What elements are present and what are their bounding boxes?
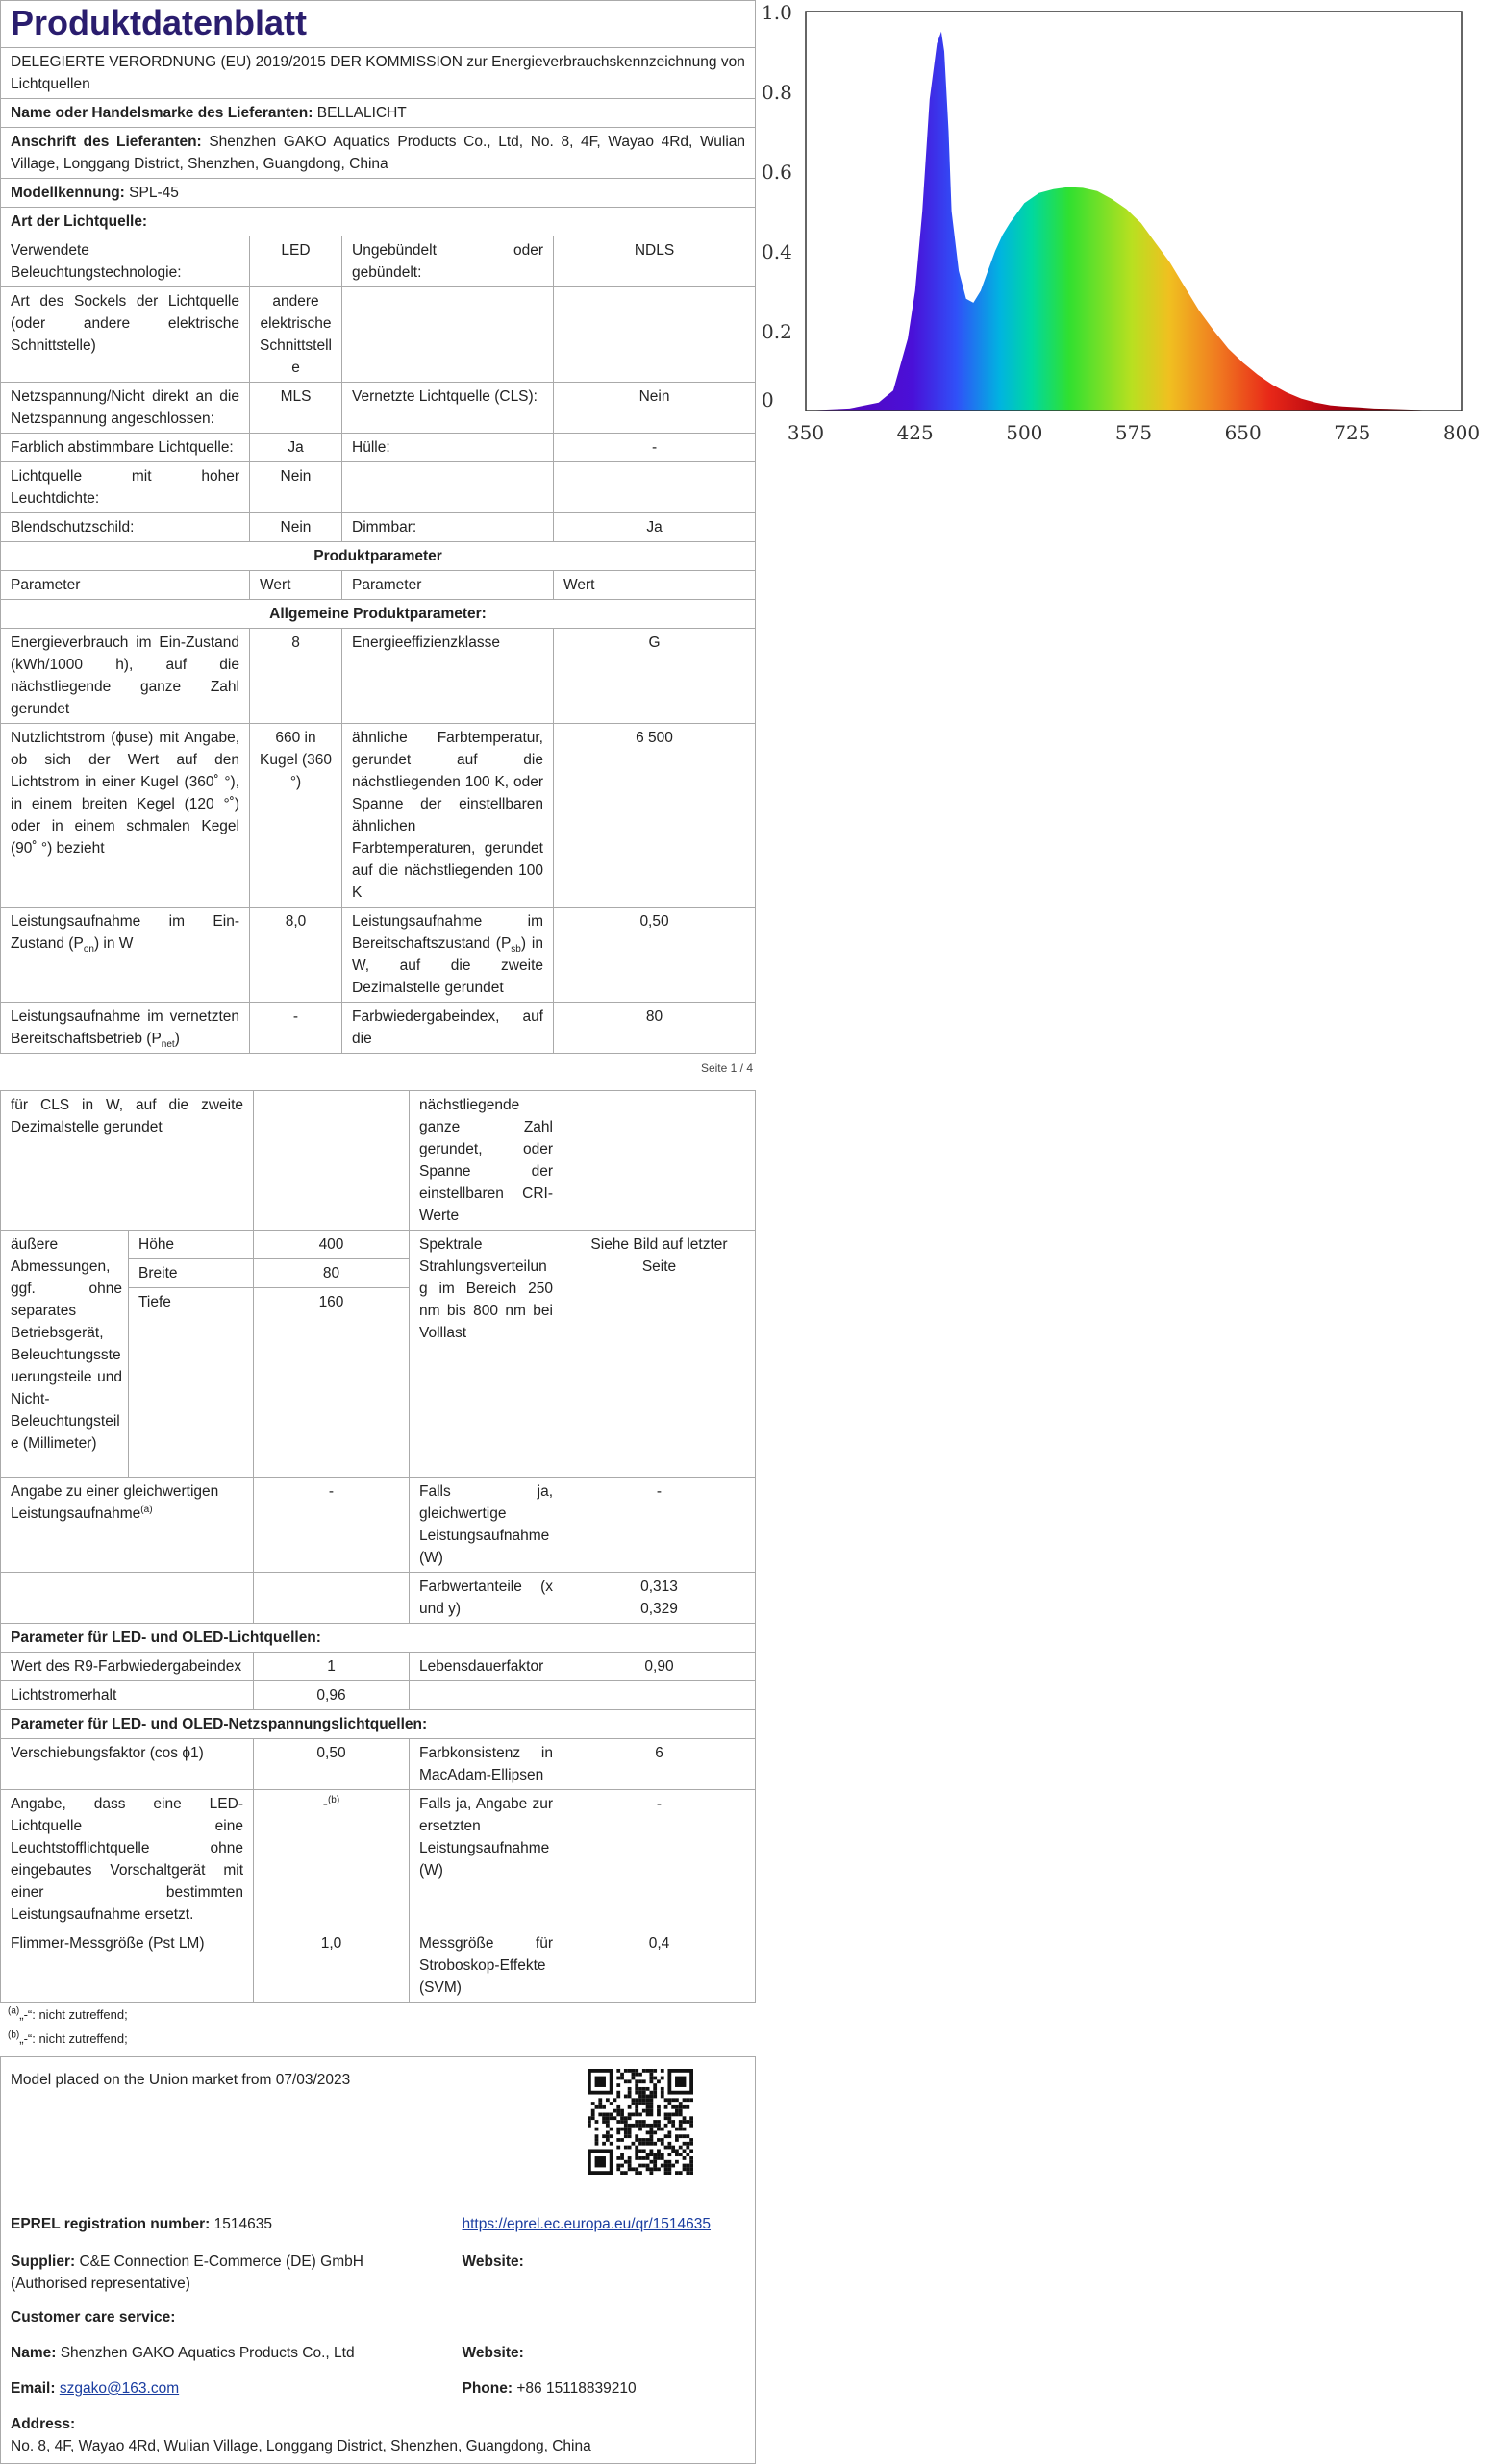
dimension-row-depth: Tiefe 160 xyxy=(1,1288,756,1478)
general-params-header: Allgemeine Produktparameter: xyxy=(1,600,756,629)
website-label: Website: xyxy=(462,2253,524,2270)
model-row: Modellkennung: SPL-45 xyxy=(1,179,756,208)
x-tick-label: 650 xyxy=(1224,421,1262,444)
datasheet-table-page2 xyxy=(0,1090,756,2003)
y-tick-label: 0.4 xyxy=(762,240,792,263)
care-label: Customer care service: xyxy=(11,2309,176,2326)
x-tick-label: 350 xyxy=(787,421,825,444)
light-row-tunable: Farblich abstimmbare Lichtquelle: Ja Hülle: - xyxy=(1,434,756,462)
x-tick-label: 500 xyxy=(1006,421,1043,444)
param-row-lumen: Lichtstromerhalt 0,96 xyxy=(1,1681,756,1710)
x-tick-label: 575 xyxy=(1114,421,1153,444)
email-link[interactable]: szgako@163.com xyxy=(59,2380,180,2397)
light-type-header: Art der Lichtquelle: xyxy=(1,208,756,236)
spectral-chart xyxy=(760,0,1501,461)
param-row-power: Leistungsaufnahme im Ein-Zustand $(P_{on})$ in W 8,0 Leistungsaufnahme im Bereitschaftszustand $(P_{sb})$ in W, auf die zweite Dezimalstelle gerundet 0,50 xyxy=(1,908,756,1003)
dimension-row-height: äußere Abmessungen, ggf. ohne separates Betriebsgerät, Beleuchtungssteuerungsteile und Nicht-Beleuchtungsteile (Millimeter) Höhe 400 Spektrale Strahlungsverteilung im Bereich 250 nm bis 800 nm bei Volllast Siehe Bild auf letzter Seite xyxy=(1,1231,756,1259)
param-row-r9: Wert des R9-Farbwiedergabeindex 1 Lebensdauerfaktor 0,90 xyxy=(1,1653,756,1681)
param-row-energy: Energieverbrauch im Ein-Zustand (kWh/1000 h), auf die nächstliegende ganze Zahl gerundet 8 Energieeffizienzklasse G xyxy=(1,629,756,724)
x-tick-label: 725 xyxy=(1334,421,1371,444)
page-title: Produktdatenblatt xyxy=(1,1,756,48)
param-row-network-standby-cont: für CLS in W, auf die zweite Dezimalstelle gerundet nächstliegende ganze Zahl gerundet, oder Spanne der einstellbaren CRI-Werte xyxy=(1,1091,756,1231)
name-row: Name: Shenzhen GAKO Aquatics Products Co., Ltd xyxy=(11,2345,355,2361)
y-tick-label: 1.0 xyxy=(762,1,792,24)
market-text: Model placed on the Union market from 07/03/2023 xyxy=(11,2072,351,2088)
param-row-chromaticity: Farbwertanteile (x und y) 0,313 0,329 xyxy=(1,1573,756,1624)
param-row-flux: Nutzlichtstrom (ϕuse) mit Angabe, ob sich der Wert auf den Lichtstrom in einer Kugel (360˚ °), in einem breiten Kegel (120 °˚) oder in einem schmalen Kegel (90˚ °) bezieht 660 in Kugel (360 °) ähnliche Farbtemperatur, gerundet auf die nächstliegenden 100 K, oder Spanne der einstellbaren ähnlichen Farbtemperaturen, gerundet auf die nächstliegenden 100 K 6 500 xyxy=(1,724,756,908)
param-row-replace: Angabe, dass eine LED-Lichtquelle eine Leuchtstofflichtquelle ohne eingebautes Vorschaltgerät mit einer bestimmten Leistungsaufnahme ersetzt. -$^{(b)}$ Falls ja, Angabe zur ersetzten Leistungsaufnahme (W) - xyxy=(1,1790,756,1929)
datasheet-table-page1 xyxy=(0,0,756,1054)
led-params-header: Parameter für LED- und OLED-Lichtquellen: xyxy=(1,1624,756,1653)
supplier-address-row: Anschrift des Lieferanten: Shenzhen GAKO Aquatics Products Co., Ltd, No. 8, 4F, Wayao 4Rd, Wulian Village, Longgang District, Shenzhen, Guangdong, China xyxy=(1,128,756,179)
footnote-a: $^{(a)}$„-“: nicht zutreffend; xyxy=(8,2005,128,2022)
light-row-luminance: Lichtquelle mit hoher Leuchtdichte: Nein xyxy=(1,462,756,513)
param-row-equivalent: Angabe zu einer gleichwertigen Leistungsaufnahme$^{(a)}$ - Falls ja, gleichwertige Leistungsaufnahme (W) - xyxy=(1,1478,756,1573)
supplier-row: Supplier: C&E Connection E-Commerce (DE) GmbH (Authorised representative) xyxy=(11,2253,363,2292)
light-row-socket: Art des Sockels der Lichtquelle (oder andere elektrische Schnittstelle) andere elektrische Schnittstelle xyxy=(1,287,756,383)
light-row-tech: Verwendete Beleuchtungstechnologie: LED Ungebündelt oder gebündelt: NDLS xyxy=(1,236,756,287)
spectrum-area xyxy=(806,32,1433,411)
light-row-mains: Netzspannung/Nicht direkt an die Netzspannung angeschlossen: MLS Vernetzte Lichtquelle (CLS): Nein xyxy=(1,383,756,434)
param-row-flicker: Flimmer-Messgröße (Pst LM) 1,0 Messgröße für Stroboskop-Effekte (SVM) 0,4 xyxy=(1,1929,756,2003)
param-row-cos: Verschiebungsfaktor (cos ϕ1) 0,50 Farbkonsistenz in MacAdam-Ellipsen 6 xyxy=(1,1739,756,1790)
led-mains-header: Parameter für LED- und OLED-Netzspannungslichtquellen: xyxy=(1,1710,756,1739)
x-tick-label: 425 xyxy=(896,421,934,444)
qr-code xyxy=(588,2069,693,2175)
params-column-headers: Parameter Wert Parameter Wert xyxy=(1,571,756,600)
email-row: Email: szgako@163.com xyxy=(11,2380,180,2397)
website2-label: Website: xyxy=(462,2345,524,2361)
x-tick-label: 800 xyxy=(1442,421,1481,444)
eprel-row: EPREL registration number: 1514635 xyxy=(11,2216,272,2232)
y-tick-label: 0 xyxy=(762,388,774,411)
regulation-text: DELEGIERTE VERORDNUNG (EU) 2019/2015 DER KOMMISSION zur Energieverbrauchskennzeichnung von Lichtquellen xyxy=(1,48,756,99)
dimension-row-width: Breite 80 xyxy=(1,1259,756,1288)
supplier-name-row: Name oder Handelsmarke des Lieferanten: BELLALICHT xyxy=(1,99,756,128)
footnote-b: $^{(b)}$„-“: nicht zutreffend; xyxy=(8,2029,128,2046)
y-tick-label: 0.8 xyxy=(762,81,792,104)
y-tick-label: 0.6 xyxy=(762,161,792,184)
param-row-network-standby: Leistungsaufnahme im vernetzten Bereitschaftsbetrieb $(P_{net})$ - Farbwiedergabeindex, auf die 80 xyxy=(1,1003,756,1054)
phone-row: Phone: +86 15118839210 xyxy=(462,2380,637,2397)
eprel-link[interactable]: https://eprel.ec.europa.eu/qr/1514635 xyxy=(462,2216,712,2232)
y-tick-label: 0.2 xyxy=(762,320,792,343)
page-number: Seite 1 / 4 xyxy=(700,1061,753,1075)
product-params-header: Produktparameter xyxy=(1,542,756,571)
address-row: Address: No. 8, 4F, Wayao 4Rd, Wulian Village, Longgang District, Shenzhen, Guangdong, China xyxy=(11,2416,591,2454)
supplier-info xyxy=(0,2056,756,2464)
light-row-glare: Blendschutzschild: Nein Dimmbar: Ja xyxy=(1,513,756,542)
